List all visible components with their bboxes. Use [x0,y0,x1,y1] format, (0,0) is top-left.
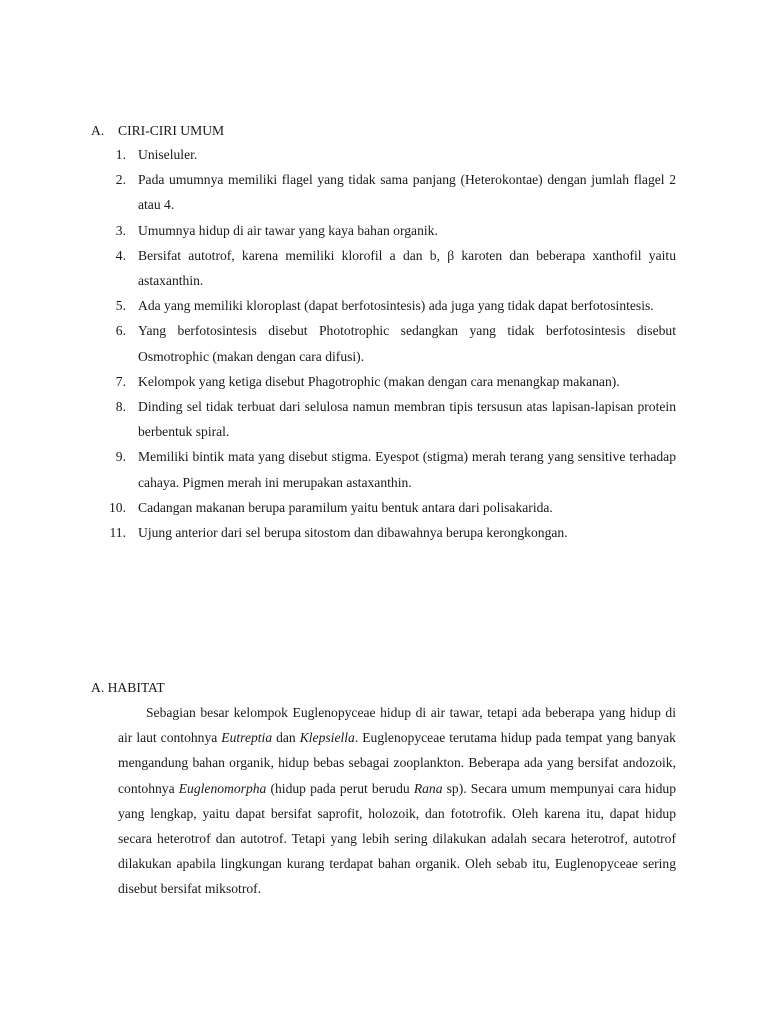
list-item-number: 11. [109,525,126,541]
section-heading-ciri-ciri-umum [91,118,224,143]
species-name: Eutreptia [221,730,273,746]
characteristics-list [0,142,768,545]
list-item-text: Kelompok yang ketiga disebut Phagotrophic (makan dengan cara menangkap makanan). [138,373,620,389]
list-item [0,369,768,394]
list-item-text: Pada umumnya memiliki flagel yang tidak sama panjang (Heterokontae) dengan jumlah flagel 2 atau 4. [138,172,676,213]
list-item [0,167,768,217]
paragraph-text: (hidup pada perut berudu [266,780,414,796]
list-item-text: Cadangan makanan berupa paramilum yaitu bentuk antara dari polisakarida. [138,499,553,515]
list-item-text: Yang berfotosintesis disebut Phototrophic sedangkan yang tidak berfotosintesis disebut Osmotrophic (makan dengan cara difusi). [138,323,676,364]
list-item-text: Dinding sel tidak terbuat dari selulosa namun membran tipis tersusun atas lapisan-lapisan protein berbentuk spiral. [138,399,676,440]
list-item-number: 1. [115,147,126,162]
list-item-text: Umumnya hidup di air tawar yang kaya bahan organik. [138,222,438,238]
list-item [0,142,768,167]
list-item-number: 4. [115,247,126,263]
list-item [0,495,768,520]
paragraph-text: Sebagian besar kelompok Euglenopyceae hidup di air tawar, tetapi ada beberapa yang hidup di air laut contohnya [118,705,676,746]
list-item-number: 7. [115,373,126,389]
section-title: CIRI-CIRI UMUM [118,123,225,138]
list-item-number: 6. [115,323,126,339]
list-item [0,394,768,444]
list-item [0,444,768,494]
paragraph-text: sp). Secara umum mempunyai cara hidup yang lengkap, yaitu dapat bersifat saprofit, holozoik, dan fototrofik. Oleh karena itu, dapat hidup secara heterotrof dan autotrof. Tetapi yang lebih sering dilakukan adalah secara heterotrof, autotrof dilakukan apabila lingkungan kurang terdapat bahan organik. Oleh sebab itu, Euglenopyceae sering disebut bersifat miksotrof. [118,780,676,897]
list-item-number: 2. [115,172,126,188]
section-letter: A. [91,123,105,138]
list-item [0,293,768,318]
list-item-text: Ujung anterior dari sel berupa sitostom dan dibawahnya berupa kerongkongan. [138,525,568,541]
paragraph-text: . Euglenopyceae terutama hidup pada tempat yang banyak mengandung bahan organik, hidup bebas sebagai zooplankton. Beberapa ada yang bersifat andozoik, contohnya [118,730,676,796]
list-item-number: 8. [115,399,126,415]
list-item-text: Ada yang memiliki kloroplast (dapat berfotosintesis) ada juga yang tidak dapat berfotosintesis. [138,298,654,314]
species-name: Euglenomorpha [178,780,267,796]
list-item-number: 5. [115,298,126,314]
list-item-text: Memiliki bintik mata yang disebut stigma. Eyespot (stigma) merah terang yang sensitive terhadap cahaya. Pigmen merah ini merupakan astaxanthin. [138,449,676,490]
list-item-text: Uniseluler. [138,147,198,162]
list-item [0,520,768,545]
list-item [0,243,768,293]
list-item-number: 10. [109,499,126,515]
section-heading-habitat: A. HABITAT [91,680,165,695]
list-item [0,218,768,243]
habitat-paragraph [118,700,676,902]
list-item-number: 3. [115,222,126,238]
list-item-text: Bersifat autotrof, karena memiliki klorofil a dan b, β karoten dan beberapa xanthofil yaitu astaxanthin. [138,247,676,289]
paragraph-text: dan [272,730,300,746]
species-name: Klepsiella [299,730,355,746]
list-item-number: 9. [115,449,126,465]
list-item [0,318,768,368]
species-name: Rana [413,780,443,796]
